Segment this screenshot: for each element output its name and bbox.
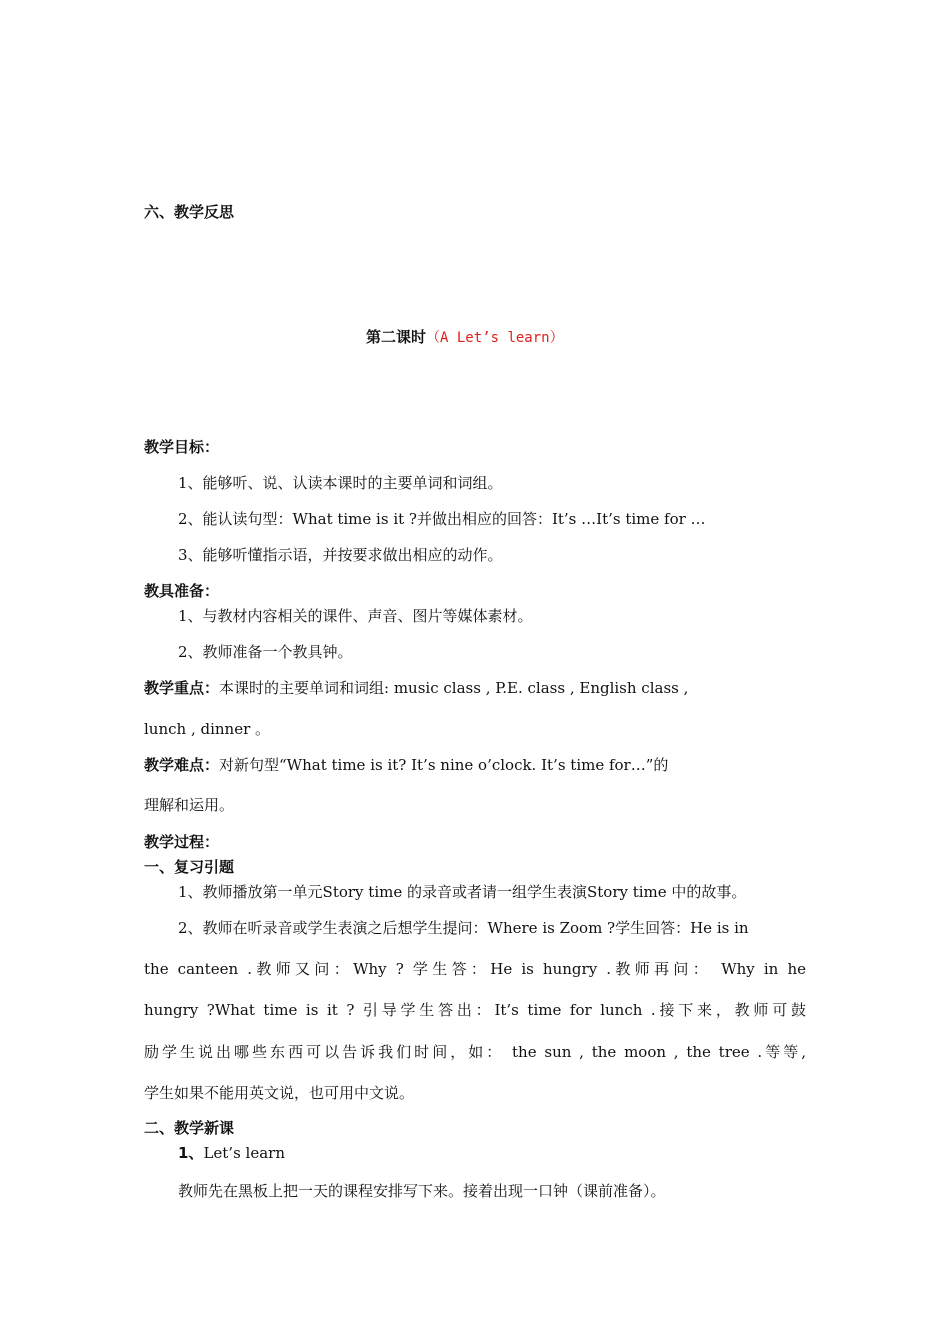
materials-heading: 教具准备： [144, 582, 220, 600]
review-line: 学生如果不能用英文说，也可用中文说。 [144, 1084, 415, 1102]
objectives-heading: 教学目标： [144, 438, 220, 456]
review-line: 1、教师播放第一单元Story time 的录音或者请一组学生表演Story time 中的故事。 [178, 883, 747, 901]
key-points [144, 678, 688, 698]
difficulty [144, 755, 668, 775]
lesson-title-en: （A Let’s learn） [426, 330, 564, 346]
review-heading: 一、复习引题 [144, 858, 235, 876]
material-item: 2、教师准备一个教具钟。 [178, 643, 353, 661]
new-lesson-line: 教师先在黑板上把一天的课程安排写下来。接着出现一口钟（课前准备）。 [178, 1182, 666, 1200]
key-points-label: 教学重点： [144, 679, 220, 697]
difficulty-text: 对新句型“What time is it? It’s nine o’clock. It’s time for…”的 [219, 756, 669, 774]
review-line: 励学生说出哪些东西可以告诉我们时间，如： the sun , the moon , the tree .等等, [144, 1043, 806, 1061]
process-heading: 教学过程： [144, 833, 220, 851]
new-lesson-heading: 二、教学新课 [144, 1119, 235, 1137]
review-line: 2、教师在听录音或学生表演之后想学生提问：Where is Zoom ?学生回答：He is in [178, 919, 749, 937]
key-points-cont: lunch , dinner 。 [144, 720, 271, 738]
review-line: the canteen .教师又问：Why ? 学生答：He is hungry .教师再问： Why in he [144, 960, 806, 978]
review-line: hungry ?What time is it ? 引导学生答出：It’s time for lunch .接下来，教师可鼓 [144, 1001, 806, 1019]
material-item: 1、与教材内容相关的课件、声音、图片等媒体素材。 [178, 607, 533, 625]
lesson-title [366, 327, 564, 348]
objective-item: 2、能认读句型：What time is it ?并做出相应的回答：It’s …It’s time for … [178, 510, 706, 528]
objective-item: 1、能够听、说、认读本课时的主要单词和词组。 [178, 474, 503, 492]
new-lesson-sub [178, 1143, 285, 1163]
new-lesson-sub-num: 1、 [178, 1144, 204, 1162]
difficulty-label: 教学难点： [144, 756, 220, 774]
new-lesson-sub-text: Let’s learn [203, 1144, 285, 1162]
difficulty-cont: 理解和运用。 [144, 796, 235, 814]
reflection-heading: 六、教学反思 [144, 203, 235, 221]
objective-item: 3、能够听懂指示语，并按要求做出相应的动作。 [178, 546, 503, 564]
lesson-title-cn: 第二课时 [366, 328, 427, 346]
key-points-text: 本课时的主要单词和词组: music class , P.E. class , English class , [219, 679, 689, 697]
